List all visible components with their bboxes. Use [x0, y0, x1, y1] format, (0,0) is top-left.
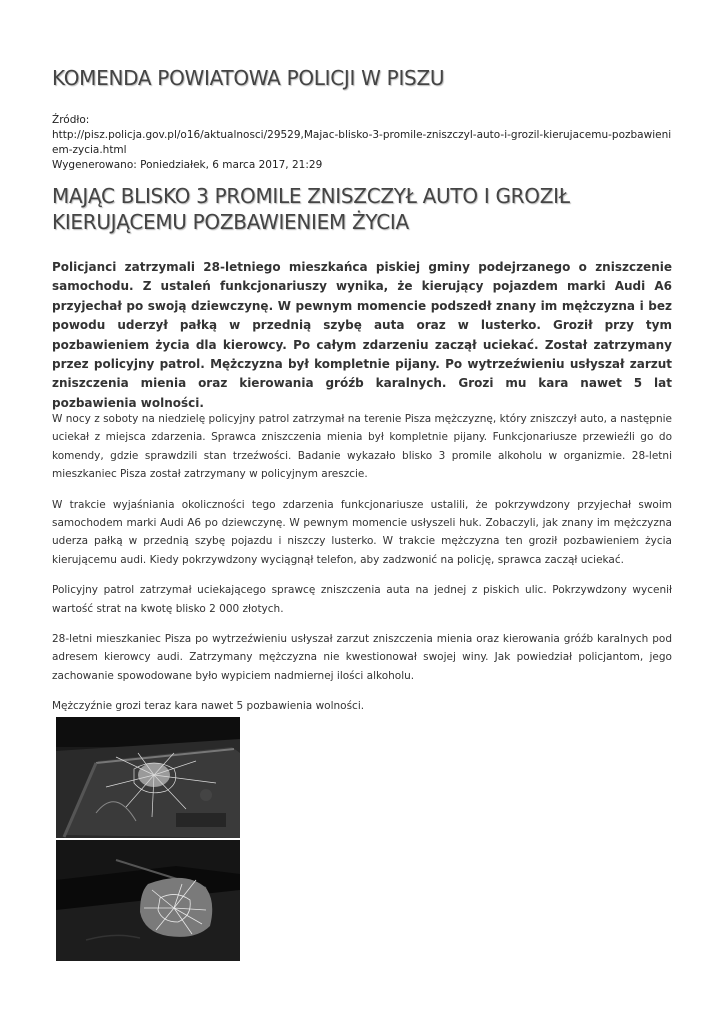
photo-gallery	[56, 717, 240, 963]
article-body	[52, 410, 672, 728]
broken-mirror-photo	[56, 840, 240, 961]
article-paragraph: Mężczyźnie grozi teraz kara nawet 5 pozbawienia wolności.	[52, 700, 365, 713]
article-title: MAJĄC BLISKO 3 PROMILE ZNISZCZYŁ AUTO I GROZIŁ KIERUJĄCEMU POZBAWIENIEM ŻYCIA	[52, 184, 570, 234]
generated-date: Wygenerowano: Poniedziałek, 6 marca 2017, 21:29	[52, 159, 323, 171]
article-paragraph: W nocy z soboty na niedzielę policyjny patrol zatrzymał na terenie Pisza mężczyznę, który zniszczył auto, a następnie uciekał z miejsca zdarzenia. Sprawca zniszczenia mienia był kompletnie pijany. Funkcjonariusze przewieźli go do komendy, gdzie sprawdzili stan trzeźwości. Badanie wykazało blisko 3 promile alkoholu w organizmie. 28-letni mieszkaniec Pisza został zatrzymany w policyjnym areszcie.	[52, 413, 672, 481]
source-url[interactable]: http://pisz.policja.gov.pl/o16/aktualnosci/29529,Majac-blisko-3-promile-zniszczyl-auto-i-grozil-kierujacemu-pozbawieniem-zycia.html	[52, 129, 672, 156]
smashed-windshield-photo	[56, 717, 240, 838]
site-title: KOMENDA POWIATOWA POLICJI W PISZU	[52, 66, 445, 90]
article-paragraph: W trakcie wyjaśniania okoliczności tego zdarzenia funkcjonariusze ustalili, że pokrzywdzony przyjechał swoim samochodem marki Audi A6 po dziewczynę. W pewnym momencie usłyszeli huk. Zobaczyli, jak znany im mężczyzna uderza pałką w przednią szybę pojazdu i niszczy lusterko. W trakcie mężczyzna ten groził pozbawieniem życia kierującemu audi. Kiedy pokrzywdzony wyciągnął telefon, aby zadzwonić na policję, sprawca zaczął uciekać.	[52, 498, 672, 566]
article-lead: Policjanci zatrzymali 28-letniego mieszkańca piskiej gminy podejrzanego o zniszczenie samochodu. Z ustaleń funkcjonariuszy wynika, że kierujący pojazdem marki Audi A6 przyjechał po swoją dziewczynę. W pewnym momencie podszedł znany im mężczyzna i bez powodu uderzył pałką w przednią szybę auta oraz w lusterko. Groził przy tym pozbawieniem życia dla kierowcy. Po całym zdarzeniu zaczął uciekać. Został zatrzymany przez policyjny patrol. Mężczyzna był kompletnie pijany. Po wytrzeźwieniu usłyszał zarzut zniszczenia mienia oraz kierowania gróźb karalnych. Grozi mu kara nawet 5 lat pozbawienia wolności.	[52, 260, 672, 410]
source-meta	[52, 113, 674, 173]
article-paragraph: Policyjny patrol zatrzymał uciekającego sprawcę zniszczenia auta na jednej z piskich ulic. Pokrzywdzony wycenił wartość strat na kwotę blisko 2 000 złotych.	[52, 584, 672, 615]
source-label: Źródło:	[52, 114, 90, 126]
article-paragraph: 28-letni mieszkaniec Pisza po wytrzeźwieniu usłyszał zarzut zniszczenia mienia oraz kierowania gróźb karalnych pod adresem kierowcy audi. Zatrzymany mężczyzna nie kwestionował swojej winy. Jak powiedział policjantom, jego zachowanie spowodowane było wypiciem nadmiernej ilości alkoholu.	[52, 633, 672, 682]
